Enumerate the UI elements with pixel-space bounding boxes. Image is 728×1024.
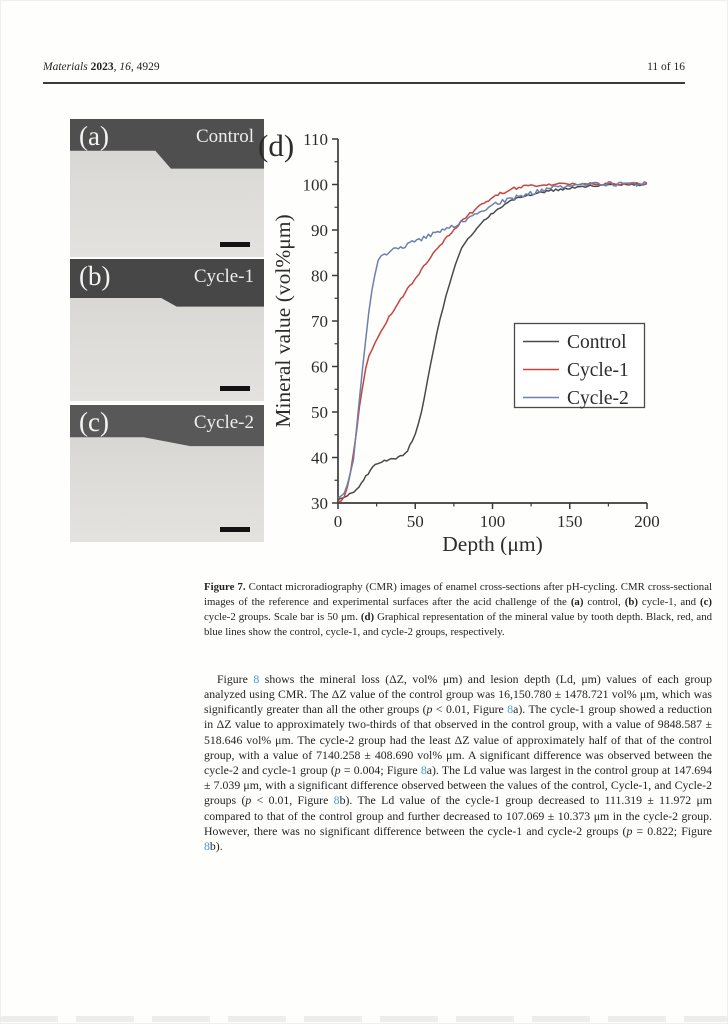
scale-bar: [220, 242, 250, 247]
legend-label: Cycle-2: [567, 388, 629, 409]
y-tick-label: 60: [311, 357, 328, 377]
x-axis-title: Depth (μm): [442, 532, 543, 555]
panel-label-c: (c): [79, 407, 109, 437]
group-label-cycle1: Cycle-1: [193, 266, 254, 287]
legend-label: Control: [567, 332, 627, 353]
x-tick-label: 200: [634, 512, 660, 531]
y-tick-label: 70: [311, 312, 328, 331]
panel-label-d: (d): [258, 128, 295, 163]
figure-8-link[interactable]: 8: [507, 702, 514, 717]
figure-8-link[interactable]: 8: [253, 671, 260, 686]
panel-label-b: (b): [79, 261, 111, 291]
scale-bar: [220, 527, 250, 532]
panel-label-a: (a): [79, 121, 109, 151]
journal-citation: Materials 2023, 16, 4929: [43, 61, 160, 73]
figure-8-link[interactable]: 8: [420, 763, 427, 778]
legend-label: Cycle-1: [567, 360, 629, 381]
x-tick-label: 100: [479, 512, 506, 531]
scale-bar: [220, 386, 250, 391]
x-tick-label: 150: [557, 512, 583, 531]
micrograph-panel-a: [70, 119, 264, 257]
figure-caption: Figure 7. Contact microradiography (CMR) images of enamel cross-sections after pH-cycling. CMR cross-sectional images of the reference and experimental surfaces after the acid challenge of the (a) control, (b) cycle-1, and (c) cycle-2 groups. Scale bar is 50 μm. (d) Graphical representation of the mineral value by tooth depth. Black, red, and blue lines show the control, cycle-1, and cycle-2 groups, respectively.: [204, 580, 712, 638]
group-label-cycle2: Cycle-2: [193, 412, 254, 433]
y-tick-label: 30: [311, 494, 328, 513]
x-tick-label: 0: [333, 512, 343, 531]
figure-8-link[interactable]: 8: [204, 839, 210, 854]
x-tick-label: 50: [406, 512, 424, 531]
y-tick-label: 50: [311, 403, 328, 422]
page-number: 11 of 16: [647, 61, 685, 73]
scan-bottom-edge: [0, 1016, 728, 1022]
group-label-control: Control: [195, 126, 254, 147]
micrograph-panel-b: [70, 259, 264, 401]
mineral-depth-chart: [256, 110, 676, 555]
y-tick-label: 40: [311, 448, 328, 468]
figure-8-link[interactable]: 8: [333, 793, 340, 808]
body-paragraph: Figure 8 shows the mineral loss (ΔZ, vol% μm) and lesion depth (Ld, μm) values of each group analyzed using CMR. The ΔZ value of the control group was 16,150.780 ± 1478.721 vol% μm, which was significantly greater than all the other groups (p < 0.01, Figure 8a). The cycle-1 group showed a reduction in ΔZ value to approximately two-thirds of that observed in the control group, with a value of 9848.587 ± 518.646 vol% μm. The cycle-2 group had the least ΔZ value of approximately half of that of the control group, with a value of 7140.258 ± 408.690 vol% μm. A significant difference was observed between the cycle-2 and cycle-1 group (p = 0.004; Figure 8a). The Ld value was largest in the control group at 147.694 ± 7.039 μm, with a significant difference observed between the values of the control, Cycle-1, and Cycle-2 groups (p < 0.01, Figure 8b). The Ld value of the cycle-1 group decreased to 111.319 ± 11.972 μm compared to that of the control group and further decreased to 107.069 ± 10.373 μm in the cycle-2 group. However, there was no significant difference between the cycle-1 and cycle-2 groups (p = 0.822; Figure 8b).: [204, 671, 713, 854]
y-axis-title: Mineral value (vol%μm): [271, 214, 295, 428]
micrograph-panel-c: [70, 405, 264, 542]
y-tick-label: 90: [311, 221, 328, 240]
header-rule: [43, 82, 685, 84]
y-tick-label: 100: [302, 175, 328, 195]
y-tick-label: 110: [303, 130, 328, 149]
y-tick-label: 80: [311, 266, 328, 286]
